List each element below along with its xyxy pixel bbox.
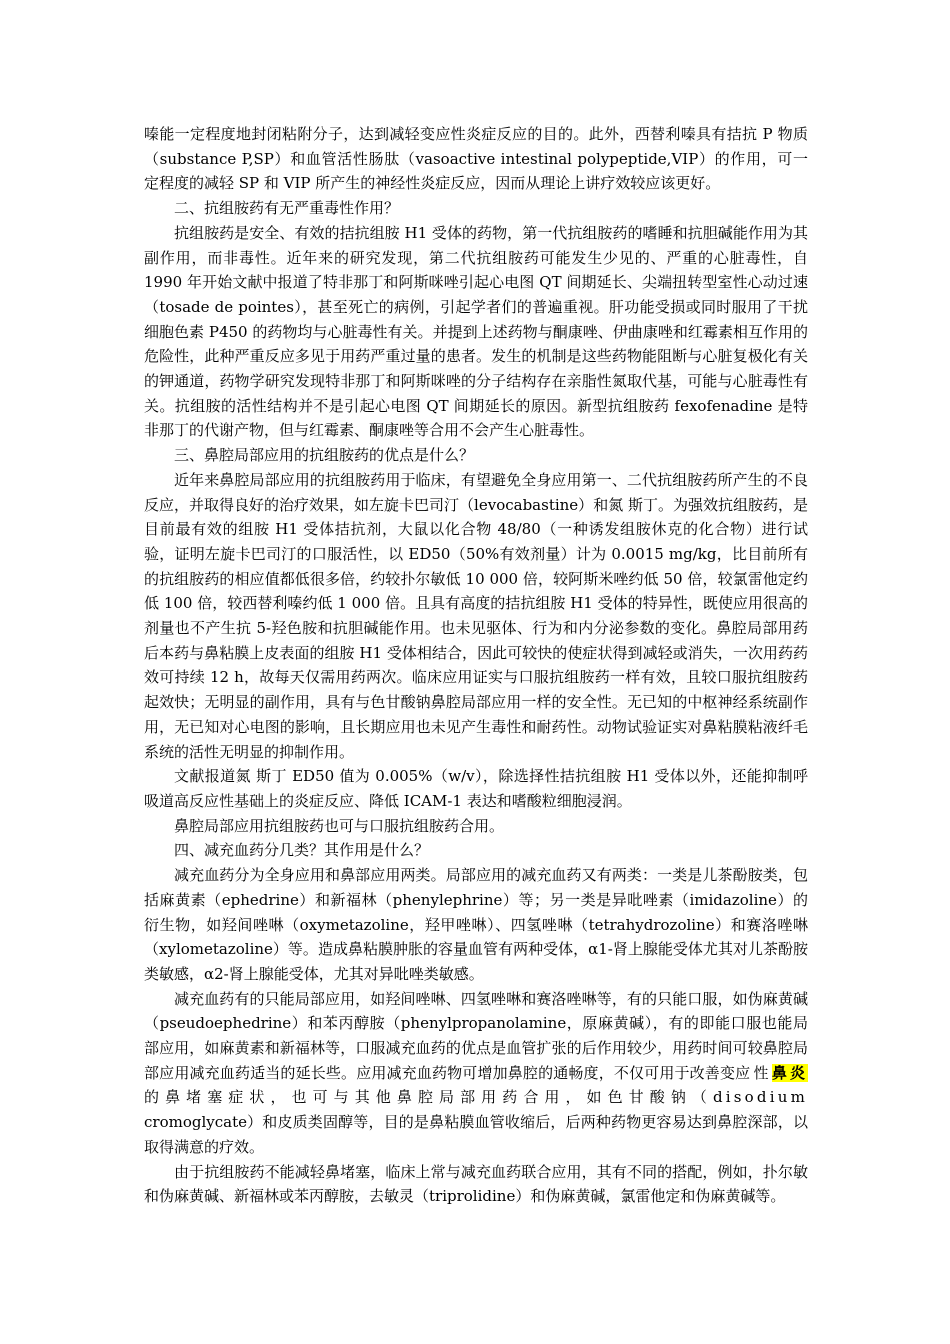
paragraph-azelastine: 文献报道氮 斯丁 ED50 值为 0.005%（w/v），除选择性拮抗组胺 H1 受体以外，还能抑制呼吸道高反应性基础上的炎症反应、降低 ICAM-1 表达和嗜酸粒细胞浸润。 [144,767,808,810]
highlighted-term: 鼻炎 [771,1063,808,1082]
paragraph-antihistamine-decongestant: 由于抗组胺药不能减轻鼻堵塞，临床上常与减充血药联合应用，其有不同的搭配，例如，扑尔敏和伪麻黄碱、新福林或苯丙醇胺，去敏灵（triprolidine）和伪麻黄碱，氯雷他定和伪麻黄碱等。 [144,1162,808,1206]
section-heading-3: 三、鼻腔局部应用的抗组胺药的优点是什么？ [174,446,475,465]
paragraph-nasal-antihistamine: 近年来鼻腔局部应用的抗组胺药用于临床，有望避免全身应用第一、二代抗组胺药所产生的不良反应，并取得良好的治疗效果，如左旋卡巴司汀（levocabastine）和氮 斯丁。为强效抗组胺药，是目前最有效的组胺 H1 受体拮抗剂，大鼠以化合物 48/80（一种诱发组胺休克的化合物）进行试验，证明左旋卡巴司汀的口服活性，以 ED50（50%有效剂量）计为 0.0015 mg/kg，比目前所有的抗组胺药的相应值都低很多倍，约较扑尔敏低 10 000 倍，较阿斯米唑约低 50 倍，较氯雷他定约低 100 倍，较西替利嗪约低 1 000 倍。且具有高度的拮抗组胺 H1 受体的特异性，既使应用很高的剂量也不产生抗 5-羟色胺和抗胆碱能作用。也未见驱体、行为和内分泌参数的变化。鼻腔局部用药后本药与鼻粘膜上皮表面的组胺 H1 受体相结合，因此可较快的使症状得到减轻或消失，一次用药药效可持续 12 h，故每天仅需用药两次。临床应用证实与口服抗组胺药一样有效，且较口服抗组胺药起效快；无明显的副作用，具有与色甘酸钠鼻腔局部应用一样的安全性。无已知的中枢神经系统副作用，无已知对心电图的影响，且长期应用也未见产生毒性和耐药性。动物试验证实对鼻粘膜粘液纤毛系统的活性无明显的抑制作用。 [144,470,808,761]
paragraph-toxicity: 抗组胺药是安全、有效的拮抗组胺 H1 受体的药物，第一代抗组胺药的嗜睡和抗胆碱能作用为其副作用，而非毒性。近年来的研究发现，第二代抗组胺药可能发生少见的、严重的心脏毒性，自 1990 年开始文献中报道了特非那丁和阿斯咪唑引起心电图 QT 间期延长、尖端扭转型室性心动过速（tosade de pointes），甚至死亡的病例，引起学者们的普遍重视。肝功能受损或同时服用了干扰细胞色素 P450 的药物均与心脏毒性有关。并提到上述药物与酮康唑、伊曲康唑和红霉素相互作用的危险性，此种严重反应多见于用药严重过量的患者。发生的机制是这些药物能阻断与心脏复极化有关的钾通道，药物学研究发现特非那丁和阿斯咪唑的分子结构存在亲脂性氮取代基，可能与心脏毒性有关。抗组胺的活性结构并不是引起心电图 QT 间期延长的原因。新型抗组胺药 fexofenadine 是特非那丁的代谢产物，但与红霉素、酮康唑等合用不会产生心脏毒性。 [144,223,808,440]
paragraph-decongestant-use [144,987,808,1160]
paragraph-text-after: cromoglycate）和皮质类固醇等，目的是鼻粘膜血管收缩后，后两种药物更容易达到鼻腔深部，以取得满意的疗效。 [144,1113,808,1156]
section-heading-2: 二、抗组胺药有无严重毒性作用？ [174,199,400,218]
paragraph-text-spaced-pre: 应性 [735,1063,772,1082]
paragraph-text-before: 减充血药有的只能局部应用，如羟间唑啉、四氢唑啉和赛洛唑啉等，有的只能口服，如伪麻黄碱（pseudoephedrine）和苯丙醇胺（phenylpropanolamine，原麻黄碱），有的即能口服也能局部应用，如麻黄素和新福林等，口服减充血药的优点是血管扩张的后作用较少，用药时间可较鼻腔局部应用减充血药适当的延长些。应用减充血药物可增加鼻腔的通畅度，不仅可用于改善变 [144,989,808,1082]
paragraph-combination: 鼻腔局部应用抗组胺药也可与口服抗组胺药合用。 [174,816,505,835]
document-page [144,122,808,1209]
paragraph-decongestant-types: 减充血药分为全身应用和鼻部应用两类。局部应用的减充血药又有两类：一类是儿茶酚胺类，包括麻黄素（ephedrine）和新福林（phenylephrine）等；另一类是异吡唑素（imidazoline）的衍生物，如羟间唑啉（oxymetazoline，羟甲唑啉）、四氢唑啉（tetrahydrozoline）和赛洛唑啉（xylometazoline）等。造成鼻粘膜肿胀的容量血管有两种受体，α1-肾上腺能受体尤其对儿茶酚胺类敏感，α2-肾上腺能受体，尤其对异吡唑类敏感。 [144,866,808,983]
paragraph-text-spaced-post: 的鼻堵塞症状，也可与其他鼻腔局部用药合用，如色甘酸钠（disodium [144,1088,808,1107]
section-heading-4: 四、减充血药分几类？其作用是什么？ [174,841,430,860]
paragraph-intro: 嗪能一定程度地封闭粘附分子，达到减轻变应性炎症反应的目的。此外，西替利嗪具有拮抗 P 物质（substance P,SP）和血管活性肠肽（vasoactive intestinal polypeptide,VIP）的作用，可一定程度的减轻 SP 和 VIP 所产生的神经性炎症反应，因而从理论上讲疗效较应该更好。 [144,125,808,193]
